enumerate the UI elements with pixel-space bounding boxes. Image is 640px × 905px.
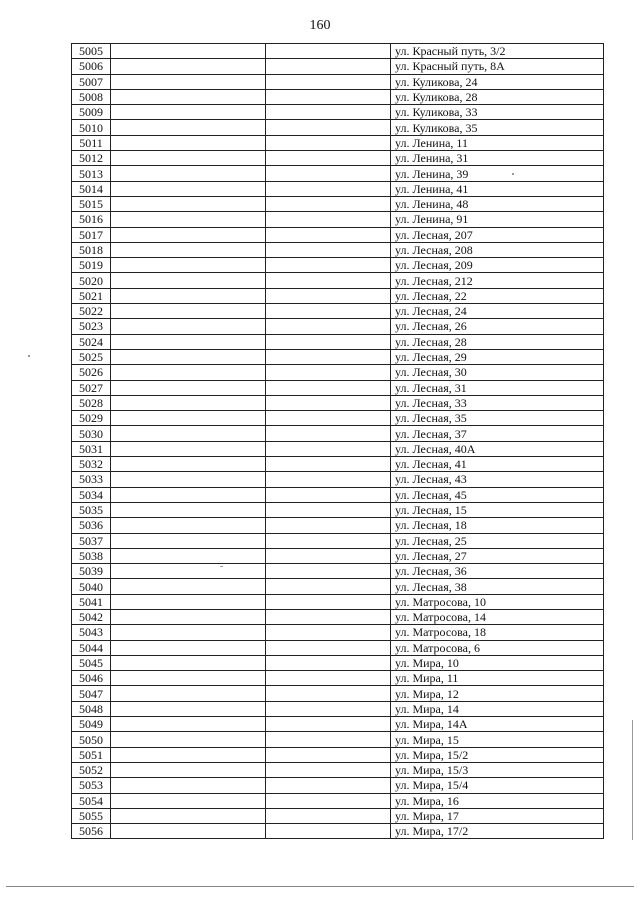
table-row [72, 242, 604, 257]
empty-cell [111, 166, 266, 181]
empty-cell [111, 686, 266, 701]
empty-cell [111, 701, 266, 716]
table-row [72, 472, 604, 487]
empty-cell [266, 640, 391, 655]
empty-cell [111, 89, 266, 104]
empty-cell [111, 74, 266, 89]
address-cell: ул. Лесная, 30 [391, 365, 604, 380]
empty-cell [111, 518, 266, 533]
empty-cell [111, 120, 266, 135]
empty-cell [111, 242, 266, 257]
empty-cell [266, 732, 391, 747]
empty-cell [266, 671, 391, 686]
empty-cell [111, 181, 266, 196]
address-cell: ул. Мира, 15/4 [391, 778, 604, 793]
row-number-cell: 5040 [72, 579, 111, 594]
table-row [72, 564, 604, 579]
row-number-cell: 5026 [72, 365, 111, 380]
empty-cell [266, 609, 391, 624]
address-cell: ул. Лесная, 31 [391, 380, 604, 395]
empty-cell [111, 135, 266, 150]
table-row [72, 655, 604, 670]
row-number-cell: 5031 [72, 441, 111, 456]
address-cell: ул. Ленина, 39 [391, 166, 604, 181]
table-row [72, 671, 604, 686]
empty-cell [111, 212, 266, 227]
empty-cell [266, 166, 391, 181]
empty-cell [111, 732, 266, 747]
empty-cell [111, 380, 266, 395]
row-number-cell: 5044 [72, 640, 111, 655]
scan-artifact [28, 355, 30, 357]
row-number-cell: 5010 [72, 120, 111, 135]
empty-cell [111, 625, 266, 640]
empty-cell [266, 747, 391, 762]
empty-cell [111, 319, 266, 334]
empty-cell [111, 609, 266, 624]
empty-cell [266, 457, 391, 472]
empty-cell [111, 258, 266, 273]
empty-cell [111, 487, 266, 502]
row-number-cell: 5048 [72, 701, 111, 716]
address-cell: ул. Лесная, 18 [391, 518, 604, 533]
empty-cell [266, 196, 391, 211]
row-number-cell: 5052 [72, 762, 111, 777]
address-cell: ул. Мира, 17 [391, 808, 604, 823]
table-row [72, 579, 604, 594]
empty-cell [111, 288, 266, 303]
empty-cell [266, 74, 391, 89]
empty-cell [266, 441, 391, 456]
empty-cell [266, 227, 391, 242]
row-number-cell: 5025 [72, 349, 111, 364]
empty-cell [111, 762, 266, 777]
row-number-cell: 5038 [72, 548, 111, 563]
empty-cell [111, 151, 266, 166]
address-cell: ул. Лесная, 24 [391, 304, 604, 319]
page-bottom-edge [6, 886, 634, 887]
table-row [72, 196, 604, 211]
table-row [72, 609, 604, 624]
empty-cell [266, 778, 391, 793]
empty-cell [111, 365, 266, 380]
row-number-cell: 5011 [72, 135, 111, 150]
empty-cell [266, 686, 391, 701]
address-cell: ул. Лесная, 36 [391, 564, 604, 579]
empty-cell [266, 625, 391, 640]
empty-cell [111, 59, 266, 74]
page-number: 160 [309, 18, 331, 33]
address-cell: ул. Мира, 10 [391, 655, 604, 670]
empty-cell [266, 594, 391, 609]
table-row [72, 227, 604, 242]
empty-cell [266, 579, 391, 594]
empty-cell [266, 181, 391, 196]
empty-cell [266, 411, 391, 426]
table-row [72, 640, 604, 655]
empty-cell [111, 304, 266, 319]
empty-cell [111, 441, 266, 456]
address-cell: ул. Лесная, 38 [391, 579, 604, 594]
row-number-cell: 5014 [72, 181, 111, 196]
empty-cell [266, 258, 391, 273]
empty-cell [266, 655, 391, 670]
address-table-body [72, 44, 604, 839]
row-number-cell: 5022 [72, 304, 111, 319]
address-cell: ул. Лесная, 26 [391, 319, 604, 334]
address-cell: ул. Красный путь, 8А [391, 59, 604, 74]
empty-cell [111, 472, 266, 487]
table-row [72, 487, 604, 502]
address-cell: ул. Лесная, 45 [391, 487, 604, 502]
address-cell: ул. Лесная, 35 [391, 411, 604, 426]
table-row [72, 762, 604, 777]
empty-cell [111, 808, 266, 823]
table-row [72, 778, 604, 793]
empty-cell [111, 273, 266, 288]
row-number-cell: 5054 [72, 793, 111, 808]
empty-cell [266, 487, 391, 502]
empty-cell [266, 701, 391, 716]
address-cell: ул. Куликова, 28 [391, 89, 604, 104]
empty-cell [266, 395, 391, 410]
empty-cell [111, 457, 266, 472]
address-cell: ул. Куликова, 24 [391, 74, 604, 89]
address-cell: ул. Матросова, 14 [391, 609, 604, 624]
empty-cell [111, 671, 266, 686]
row-number-cell: 5045 [72, 655, 111, 670]
table-row [72, 365, 604, 380]
row-number-cell: 5046 [72, 671, 111, 686]
empty-cell [111, 778, 266, 793]
empty-cell [266, 762, 391, 777]
address-table [71, 43, 604, 839]
address-cell: ул. Куликова, 35 [391, 120, 604, 135]
table-row [72, 625, 604, 640]
row-number-cell: 5030 [72, 426, 111, 441]
row-number-cell: 5036 [72, 518, 111, 533]
table-row [72, 717, 604, 732]
table-row [72, 105, 604, 120]
empty-cell [111, 579, 266, 594]
row-number-cell: 5016 [72, 212, 111, 227]
table-row [72, 793, 604, 808]
row-number-cell: 5032 [72, 457, 111, 472]
row-number-cell: 5037 [72, 533, 111, 548]
empty-cell [266, 533, 391, 548]
row-number-cell: 5015 [72, 196, 111, 211]
row-number-cell: 5049 [72, 717, 111, 732]
address-cell: ул. Лесная, 207 [391, 227, 604, 242]
address-cell: ул. Ленина, 11 [391, 135, 604, 150]
table-row [72, 181, 604, 196]
empty-cell [266, 380, 391, 395]
address-cell: ул. Лесная, 43 [391, 472, 604, 487]
row-number-cell: 5017 [72, 227, 111, 242]
row-number-cell: 5050 [72, 732, 111, 747]
table-row [72, 395, 604, 410]
row-number-cell: 5007 [72, 74, 111, 89]
empty-cell [266, 564, 391, 579]
address-cell: ул. Матросова, 18 [391, 625, 604, 640]
empty-cell [111, 44, 266, 59]
row-number-cell: 5039 [72, 564, 111, 579]
empty-cell [266, 288, 391, 303]
table-row [72, 349, 604, 364]
table-row [72, 380, 604, 395]
table-row [72, 304, 604, 319]
table-row [72, 426, 604, 441]
table-row [72, 135, 604, 150]
table-row [72, 74, 604, 89]
row-number-cell: 5034 [72, 487, 111, 502]
empty-cell [111, 548, 266, 563]
table-row [72, 518, 604, 533]
address-cell: ул. Матросова, 6 [391, 640, 604, 655]
empty-cell [266, 212, 391, 227]
table-row [72, 548, 604, 563]
address-cell: ул. Лесная, 41 [391, 457, 604, 472]
scan-artifact [220, 566, 223, 567]
scan-artifact [512, 173, 514, 175]
table-row [72, 808, 604, 823]
address-cell: ул. Лесная, 22 [391, 288, 604, 303]
table-row [72, 824, 604, 839]
table-row [72, 273, 604, 288]
empty-cell [266, 426, 391, 441]
address-cell: ул. Мира, 14 [391, 701, 604, 716]
empty-cell [111, 426, 266, 441]
empty-cell [266, 319, 391, 334]
empty-cell [111, 655, 266, 670]
table-row [72, 166, 604, 181]
row-number-cell: 5009 [72, 105, 111, 120]
empty-cell [266, 793, 391, 808]
empty-cell [266, 242, 391, 257]
row-number-cell: 5029 [72, 411, 111, 426]
empty-cell [266, 472, 391, 487]
empty-cell [111, 594, 266, 609]
empty-cell [111, 533, 266, 548]
empty-cell [266, 105, 391, 120]
empty-cell [111, 227, 266, 242]
row-number-cell: 5035 [72, 502, 111, 517]
address-cell: ул. Матросова, 10 [391, 594, 604, 609]
empty-cell [266, 824, 391, 839]
empty-cell [111, 717, 266, 732]
empty-cell [266, 548, 391, 563]
empty-cell [266, 120, 391, 135]
empty-cell [266, 717, 391, 732]
row-number-cell: 5033 [72, 472, 111, 487]
empty-cell [111, 747, 266, 762]
row-number-cell: 5013 [72, 166, 111, 181]
address-cell: ул. Мира, 17/2 [391, 824, 604, 839]
address-cell: ул. Мира, 14А [391, 717, 604, 732]
empty-cell [266, 151, 391, 166]
address-cell: ул. Ленина, 91 [391, 212, 604, 227]
address-cell: ул. Лесная, 40А [391, 441, 604, 456]
row-number-cell: 5051 [72, 747, 111, 762]
address-cell: ул. Мира, 15 [391, 732, 604, 747]
row-number-cell: 5023 [72, 319, 111, 334]
address-cell: ул. Красный путь, 3/2 [391, 44, 604, 59]
table-row [72, 457, 604, 472]
row-number-cell: 5005 [72, 44, 111, 59]
address-cell: ул. Лесная, 209 [391, 258, 604, 273]
address-cell: ул. Лесная, 15 [391, 502, 604, 517]
address-cell: ул. Ленина, 41 [391, 181, 604, 196]
empty-cell [111, 334, 266, 349]
empty-cell [111, 793, 266, 808]
empty-cell [266, 304, 391, 319]
address-cell: ул. Мира, 16 [391, 793, 604, 808]
row-number-cell: 5021 [72, 288, 111, 303]
scan-artifact [632, 720, 633, 840]
row-number-cell: 5018 [72, 242, 111, 257]
address-cell: ул. Лесная, 25 [391, 533, 604, 548]
address-cell: ул. Ленина, 48 [391, 196, 604, 211]
table-row [72, 288, 604, 303]
row-number-cell: 5041 [72, 594, 111, 609]
table-row [72, 258, 604, 273]
empty-cell [266, 349, 391, 364]
empty-cell [266, 89, 391, 104]
empty-cell [111, 564, 266, 579]
table-row [72, 594, 604, 609]
empty-cell [266, 365, 391, 380]
table-row [72, 334, 604, 349]
table-row [72, 441, 604, 456]
empty-cell [266, 502, 391, 517]
row-number-cell: 5053 [72, 778, 111, 793]
table-row [72, 59, 604, 74]
empty-cell [266, 334, 391, 349]
row-number-cell: 5056 [72, 824, 111, 839]
empty-cell [266, 273, 391, 288]
address-cell: ул. Лесная, 212 [391, 273, 604, 288]
address-cell: ул. Лесная, 29 [391, 349, 604, 364]
row-number-cell: 5047 [72, 686, 111, 701]
table-row [72, 701, 604, 716]
address-cell: ул. Лесная, 27 [391, 548, 604, 563]
row-number-cell: 5043 [72, 625, 111, 640]
row-number-cell: 5055 [72, 808, 111, 823]
row-number-cell: 5006 [72, 59, 111, 74]
table-row [72, 151, 604, 166]
table-row [72, 89, 604, 104]
empty-cell [266, 59, 391, 74]
table-row [72, 319, 604, 334]
address-cell: ул. Лесная, 33 [391, 395, 604, 410]
table-row [72, 120, 604, 135]
table-row [72, 533, 604, 548]
row-number-cell: 5012 [72, 151, 111, 166]
table-row [72, 686, 604, 701]
empty-cell [111, 824, 266, 839]
empty-cell [111, 349, 266, 364]
address-cell: ул. Лесная, 37 [391, 426, 604, 441]
row-number-cell: 5027 [72, 380, 111, 395]
table-row [72, 411, 604, 426]
empty-cell [266, 808, 391, 823]
address-cell: ул. Мира, 11 [391, 671, 604, 686]
address-cell: ул. Лесная, 208 [391, 242, 604, 257]
row-number-cell: 5024 [72, 334, 111, 349]
table-row [72, 502, 604, 517]
address-cell: ул. Куликова, 33 [391, 105, 604, 120]
row-number-cell: 5042 [72, 609, 111, 624]
empty-cell [111, 640, 266, 655]
empty-cell [111, 196, 266, 211]
address-cell: ул. Лесная, 28 [391, 334, 604, 349]
empty-cell [266, 518, 391, 533]
row-number-cell: 5020 [72, 273, 111, 288]
table-row [72, 732, 604, 747]
empty-cell [111, 395, 266, 410]
row-number-cell: 5008 [72, 89, 111, 104]
empty-cell [111, 502, 266, 517]
empty-cell [111, 411, 266, 426]
address-cell: ул. Мира, 12 [391, 686, 604, 701]
address-cell: ул. Ленина, 31 [391, 151, 604, 166]
empty-cell [111, 105, 266, 120]
row-number-cell: 5028 [72, 395, 111, 410]
table-row [72, 747, 604, 762]
address-cell: ул. Мира, 15/3 [391, 762, 604, 777]
address-cell: ул. Мира, 15/2 [391, 747, 604, 762]
table-row [72, 212, 604, 227]
empty-cell [266, 135, 391, 150]
empty-cell [266, 44, 391, 59]
table-row [72, 44, 604, 59]
row-number-cell: 5019 [72, 258, 111, 273]
